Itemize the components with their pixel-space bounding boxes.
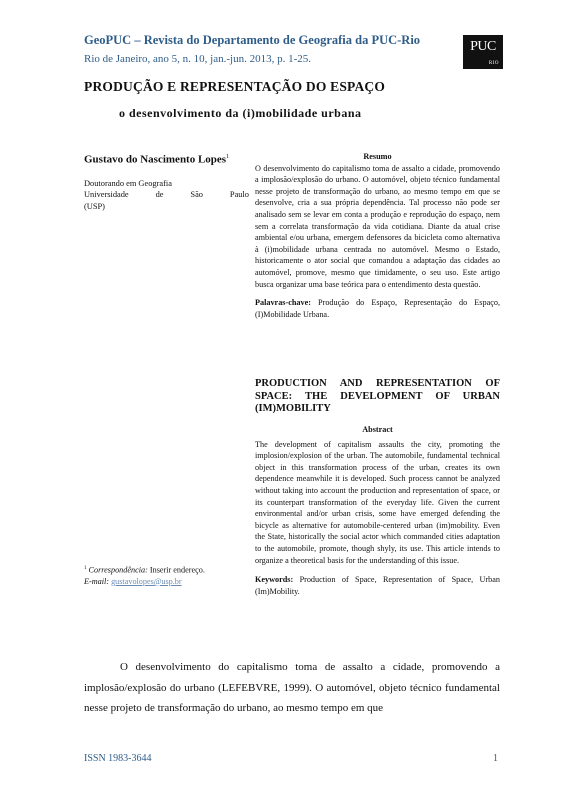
- affiliation-line: Universidade de São Paulo: [84, 190, 249, 200]
- email-label: E-mail:: [84, 576, 110, 586]
- footnote-correspondence: [84, 563, 244, 576]
- page-number: 1: [493, 753, 498, 764]
- author-footnote-marker: 1: [226, 154, 230, 160]
- english-title: PRODUCTION AND REPRESENTATION OF SPACE: THE DEVELOPMENT OF URBAN (IM)MOBILITY: [255, 378, 500, 414]
- affiliation-line: Doutorando em Geografia: [84, 179, 172, 188]
- resumo-heading: Resumo: [363, 152, 392, 161]
- footnote-email: [84, 576, 244, 587]
- logo-sub-text: RIO: [488, 61, 499, 66]
- puc-rio-logo: [463, 35, 503, 69]
- abstract-heading: Abstract: [362, 425, 393, 434]
- author-affiliation: [84, 178, 249, 212]
- correspondence-text: Inserir endereço.: [149, 565, 205, 575]
- logo-main-text: PUC: [470, 39, 496, 54]
- body-text: [84, 657, 500, 719]
- keywords-text: Production of Space, Representation of Space, Urban (Im)Mobility.: [255, 575, 500, 596]
- author-name-text: Gustavo do Nascimento Lopes: [84, 153, 227, 166]
- palavras-chave-label: Palavras-chave:: [255, 298, 311, 308]
- author-name: [84, 150, 244, 167]
- abstract-text: The development of capitalism assaults the city, promoting the implosion/explosion of the urban. The automobile, fundamental technical object in this transformation process of the urban, creates its own dependence meanwhile it is developed. Such process cannot be analyzed without taking into account the production and representation of space, or its counterpart transformation of the everyday life. Given the current environmental and/or urban crisis, some have emerged defending the bicycle as alternative for automobile-centered urban (im)mobility. Even the State, historically the social actor which commanded cities adaptation to the automobile, promote, though shyly, its use. This article intends to organize a theoretical basis for the understanding of this issue.: [255, 439, 500, 565]
- keywords: [255, 574, 500, 597]
- affiliation-line: (USP): [84, 201, 105, 211]
- issn: ISSN 1983-3644: [84, 753, 152, 764]
- article-title: PRODUÇÃO E REPRESENTAÇÃO DO ESPAÇO: [84, 79, 386, 94]
- issue-info: Rio de Janeiro, ano 5, n. 10, jan.-jun. 2013, p. 1-25.: [84, 53, 311, 65]
- footnote-marker: 1: [84, 566, 87, 571]
- article-subtitle: o desenvolvimento da (i)mobilidade urbana: [119, 106, 362, 120]
- resumo-block: [255, 151, 500, 320]
- palavras-chave-text: Produção do Espaço, Representação do Espaço, (I)Mobilidade Urbana.: [255, 298, 500, 319]
- footnote: [84, 563, 244, 587]
- resumo-text: O desenvolvimento do capitalismo toma de assalto a cidade, promovendo a implosão/explosão do urbano. O automóvel, objeto técnico fundamental nesse projeto de transformação do urbano, ao mesmo tempo em que se desenvolve, cria a sua própria dependência. Tal processo não pode ser analisado sem se levar em conta a produção e reprodução do espaço, nem sem a correlata transformação da vida cotidiana. Diante da atual crise ambiental e/ou urbana, emergem defensores da bicicleta como alternativa à (i)mobilidade urbana centrada no automóvel. Mesmo o Estado, historicamente o ator social que comandou a adaptação das cidades ao automóvel, promove, mesmo que timidamente, o seu uso. Este artigo busca organizar uma base teórica para o entendimento desta questão.: [255, 163, 500, 289]
- correspondence-label: Correspondência:: [88, 565, 148, 575]
- body-paragraph: O desenvolvimento do capitalismo toma de assalto a cidade, promovendo a implosão/explosão do urbano (LEFEBVRE, 1999). O automóvel, objeto técnico fundamental nesse projeto de transformação do urbano, ao mesmo tempo em que: [84, 661, 500, 714]
- email-link[interactable]: gustavolopes@usp.br: [111, 576, 182, 586]
- palavras-chave: [255, 297, 500, 320]
- abstract-block: [255, 424, 500, 597]
- keywords-label: Keywords:: [255, 575, 294, 585]
- journal-title: GeoPUC – Revista do Departamento de Geografia da PUC-Rio: [84, 33, 421, 47]
